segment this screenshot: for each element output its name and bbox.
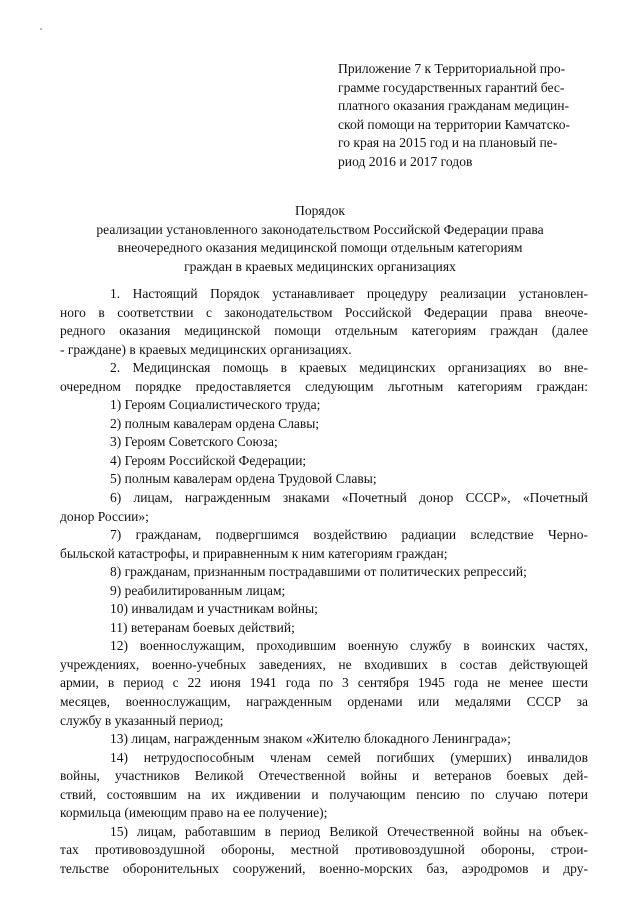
body-line: редного оказания медицинской помощи отдельным категориям граждан (далее [60,323,588,339]
body-line: 2) полным кавалерам ордена Славы; [110,415,320,431]
body-line: 11) ветеранам боевых действий; [110,619,295,635]
body-line: службу в указанный период; [60,712,224,728]
appendix-line: Приложение 7 к Территориальной про- [338,61,566,76]
title-line: граждан в краевых медицинских организациях [184,258,456,274]
body-line: месяцев, военнослужащим, награжденным орденами или медалями СССР за [60,694,588,710]
body-line: учреждениях, военно-учебных заведениях, не входивших в состав действующей [60,656,588,672]
body-line: 13) лицам, награжденным знаком «Жителю блокадного Ленинграда»; [110,731,511,747]
body-line: - граждане) в краевых медицинских организациях. [60,341,352,357]
body-line: кормильца (имеющим право на ее получение); [60,805,328,821]
scan-speck [40,28,42,30]
body-line: 15) лицам, работавшим в период Великой Отечественной войны на объек- [110,823,588,839]
body-line: армии, в период с 22 июня 1941 года по 3 сентября 1945 года не менее шести [60,675,588,691]
body-line: 4) Героям Российской Федерации; [110,452,307,468]
appendix-line: риод 2016 и 2017 годов [338,153,473,169]
body-line: 2. Медицинская помощь в краевых медицинских организациях во вне- [110,360,588,376]
document-title [60,202,580,276]
title-line: внеочередного оказания медицинской помощи отдельным категориям [117,240,523,255]
body-line: 1) Героям Социалистического труда; [110,397,321,413]
appendix-line: грамме государственных гарантий бес- [338,79,565,95]
body-line: 12) военнослужащим, проходившим военную службу в воинских частях, [110,638,588,654]
body-line: очередном порядке предоставляется следующим льготным категориям граждан: [60,378,588,394]
body-line: 7) гражданам, подвергшимся воздействию радиации вследствие Черно- [110,527,588,543]
body-line: 9) реабилитированным лицам; [110,582,286,598]
appendix-line: го края на 2015 год и на плановый пе- [338,135,558,151]
body-line: тах противовоздушной обороны, местной противовоздушной обороны, строи- [60,842,588,858]
body-line: ствий, состоявшим на их иждивении и получающим пенсию по случаю потери [60,786,588,802]
body-line: войны, участников Великой Отечественной войны и ветеранов боевых дей- [60,768,588,784]
body-line: быльской катастрофы, и приравненным к ним категориям граждан; [60,545,448,561]
appendix-line: платного оказания гражданам медицин- [338,98,570,114]
body-line: 6) лицам, награжденным знаками «Почетный донор СССР», «Почетный [110,490,588,506]
body-line: 1. Настоящий Порядок устанавливает процедуру реализации установлен- [110,286,588,301]
body-line: тельстве оборонительных сооружений, военно-морских баз, аэродромов и дру- [60,860,588,876]
body-line: 10) инвалидам и участникам войны; [110,601,318,617]
body-line: 8) гражданам, признанным пострадавшими от политических репрессий; [110,564,527,580]
body-line: 14) нетрудоспособным членам семей погибших (умерших) инвалидов [110,749,588,765]
appendix-note [338,60,600,172]
title-line: реализации установленного законодательством Российской Федерации права [96,221,544,237]
body-line: 5) полным кавалерам ордена Трудовой Славы; [110,471,377,487]
document-body [60,285,588,879]
appendix-line: ской помощи на территории Камчатско- [338,116,571,132]
body-line: 3) Героям Советского Союза; [110,434,278,450]
body-line: ного в соответствии с законодательством Российской Федерации права внеоче- [60,304,588,320]
title-heading: Порядок [295,203,345,218]
body-line: донор России»; [60,508,149,524]
